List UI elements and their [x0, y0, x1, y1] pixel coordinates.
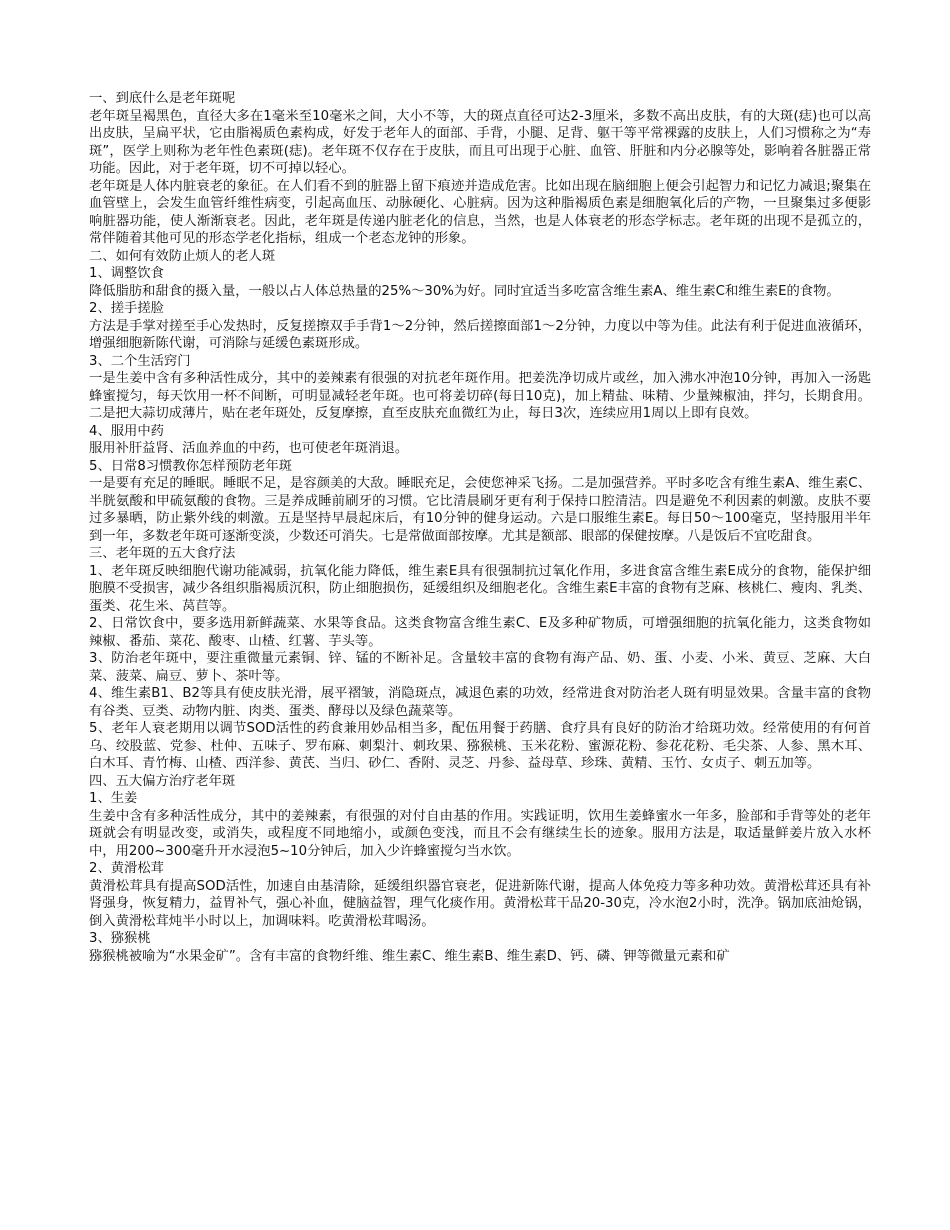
paragraph-herbal-medicine: 服用补肝益肾、活血养血的中药，也可使老年斑消退。	[89, 441, 409, 456]
heading-diet-therapy: 三、老年斑的五大食疗法	[89, 546, 236, 561]
paragraph-eight-habits: 一是要有充足的睡眠。睡眠不足，是容颜美的大敌。睡眠充足，会使您神采飞扬。二是加强营养。平时多吃含有维生素A、维生素C、半胱氨酸和甲硫氨酸的食物。三是养成睡前刷牙的习惯。它比清晨刷牙更有利于保持口腔清洁。四是避免不利因素的刺激。皮肤不要过多暴晒，防止紫外线的刺激。五是坚持早晨起床后，有10分钟的健身运动。六是口服维生素E。每日50～100毫克，坚持服用半年到一年，多数老年斑可逐渐变淡，少数还可消失。七是常做面部按摩。尤其是额部、眼部的保健按摩。八是饭后不宜吃甜食。	[89, 476, 871, 544]
heading-folk-remedies: 四、五大偏方治疗老年斑	[89, 773, 236, 789]
subheading-kiwi: 3、猕猴桃	[89, 931, 151, 946]
paragraph-organ-aging: 老年斑是人体内脏衰老的象征。在人们看不到的脏器上留下痕迹并造成危害。比如出现在脑细胞上便会引起智力和记忆力减退;聚集在血管壁上，会发生血管纤维性病变，引起高血压、动脉硬化、心脏病。因为这种脂褐质色素是细胞氧化后的产物，一旦聚集过多便影响脏器功能，使人渐渐衰老。因此，老年斑是传递内脏老化的信息，当然，也是人体衰老的形态学标志。老年斑的出现不是孤立的，常伴随着其他可见的形态学老化指标，组成一个老态龙钟的形象。	[89, 178, 871, 246]
subheading-mushroom: 2、黄滑松茸	[89, 861, 164, 876]
paragraph-kiwi: 猕猴桃被喻为“水果金矿”。含有丰富的食物纤维、维生素C、维生素B、维生素D、钙、磷、钾等微量元素和矿	[89, 948, 730, 964]
subheading-herbal-medicine: 4、服用中药	[89, 423, 164, 439]
paragraph-life-tips: 一是生姜中含有多种活性成分，其中的姜辣素有很强的对抗老年斑作用。把姜洗净切成片或丝，加入沸水冲泡10分钟，再加入一汤匙蜂蜜搅匀，每天饮用一杯不间断，可明显减轻老年斑。也可将姜切碎(每日10克)，加上精盐、味精、少量辣椒油，拌匀，长期食用。二是把大蒜切成薄片，贴在老年斑处，反复摩擦，直至皮肤充血微红为止，每日3次，连续应用1周以上即有良效。	[89, 371, 871, 421]
paragraph-diet-3: 3、防治老年斑中，要注重微量元素铜、锌、锰的不断补足。含量较丰富的食物有海产品、奶、蛋、小麦、小米、黄豆、芝麻、大白菜、菠菜、扁豆、萝卜、茶叶等。	[89, 651, 871, 684]
paragraph-diet: 降低脂肪和甜食的摄入量，一般以占人体总热量的25%～30%为好。同时宜适当多吃富含维生素A、维生素C和维生素E的食物。	[89, 283, 840, 299]
paragraph-age-spot-description: 老年斑呈褐黑色，直径大多在1毫米至10毫米之间，大小不等，大的斑点直径可达2-3厘米，多数不高出皮肤，有的大斑(痣)也可以高出皮肤，呈扁平状，它由脂褐质色素构成，好发于老年人的面部、手背，小腿、足背、躯干等平常裸露的皮肤上，人们习惯称之为“寿斑”，医学上则称为老年性色素斑(痣)。老年斑不仅存在于皮肤，而且可出现于心脏、血管、肝脏和内分必腺等处，影响着各脏器正常功能。因此，对于老年斑，切不可掉以轻心。	[89, 108, 871, 176]
paragraph-diet-4: 4、维生素B1、B2等具有使皮肤光滑，展平褶皱，消隐斑点，减退色素的功效，经常进食对防治老人斑有明显效果。含量丰富的食物有谷类、豆类、动物内脏、肉类、蛋类、酵母以及绿色蔬菜等。	[89, 686, 871, 719]
paragraph-diet-5: 5、老年人衰老期用以调节SOD活性的药食兼用妙品相当多，配伍用餐于药膳、食疗具有良好的防治才给斑功效。经常使用的有何首乌、绞股蓝、党参、杜仲、五味子、罗布麻、刺梨汁、刺玫果、猕猴桃、玉米花粉、蜜源花粉、参花花粉、毛尖茶、人参、黑木耳、白木耳、青竹梅、山楂、西洋参、黄芪、当归、砂仁、香附、灵芝、丹参、益母草、珍珠、黄精、玉竹、女贞子、刺五加等。	[89, 721, 871, 771]
paragraph-diet-2: 2、日常饮食中，要多选用新鲜蔬菜、水果等食品。这类食物富含维生素C、E及多种矿物质，可增强细胞的抗氧化能力，这类食物如辣椒、番茄、菜花、酸枣、山楂、红薯、芋头等。	[89, 616, 871, 649]
subheading-rub-hands: 2、搓手搓脸	[89, 301, 164, 316]
subheading-ginger: 1、生姜	[89, 791, 138, 806]
paragraph-mushroom: 黄滑松茸具有提高SOD活性，加速自由基清除，延缓组织器官衰老，促进新陈代谢，提高人体免疫力等多种功效。黄滑松茸还具有补肾强身，恢复精力，益胃补气，强心补血，健脑益智，理气化痰作用。黄滑松茸干品20-30克，冷水泡2小时，洗净。锅加底油炝锅，倒入黄滑松茸炖半小时以上，加调味料。吃黄滑松茸喝汤。	[89, 878, 871, 929]
subheading-diet: 1、调整饮食	[89, 266, 164, 281]
paragraph-rub-hands: 方法是手掌对搓至手心发热时，反复搓擦双手手背1～2分钟，然后搓擦面部1～2分钟，力度以中等为佳。此法有利于促进血液循环，增强细胞新陈代谢，可消除与延缓色素斑形成。	[89, 318, 871, 351]
subheading-life-tips: 3、二个生活窍门	[89, 353, 191, 369]
heading-what-is-age-spot: 一、到底什么是老年斑呢	[89, 91, 236, 106]
subheading-eight-habits: 5、日常8习惯教你怎样预防老年斑	[89, 458, 293, 474]
document-body	[89, 90, 871, 965]
paragraph-diet-1: 1、老年斑反映细胞代谢功能减弱，抗氧化能力降低，维生素E具有很强制抗过氧化作用，多进食富含维生素E成分的食物，能保护细胞膜不受损害，减少各组织脂褐质沉积，防止细胞损伤，延缓组织及细胞老化。含维生素E丰富的食物有芝麻、核桃仁、瘦肉、乳类、蛋类、花生米、莴苣等。	[89, 563, 871, 614]
heading-prevention: 二、如何有效防止烦人的老人斑	[89, 248, 276, 264]
paragraph-ginger: 生姜中含有多种活性成分，其中的姜辣素，有很强的对付自由基的作用。实践证明，饮用生姜蜂蜜水一年多，脸部和手背等处的老年斑就会有明显改变，或消失，或程度不同地缩小，或颜色变浅，而且不会有继续生长的迹象。服用方法是，取适量鲜姜片放入水杯中，用200~300毫升开水浸泡5~10分钟后，加入少许蜂蜜搅匀当水饮。	[89, 808, 871, 859]
